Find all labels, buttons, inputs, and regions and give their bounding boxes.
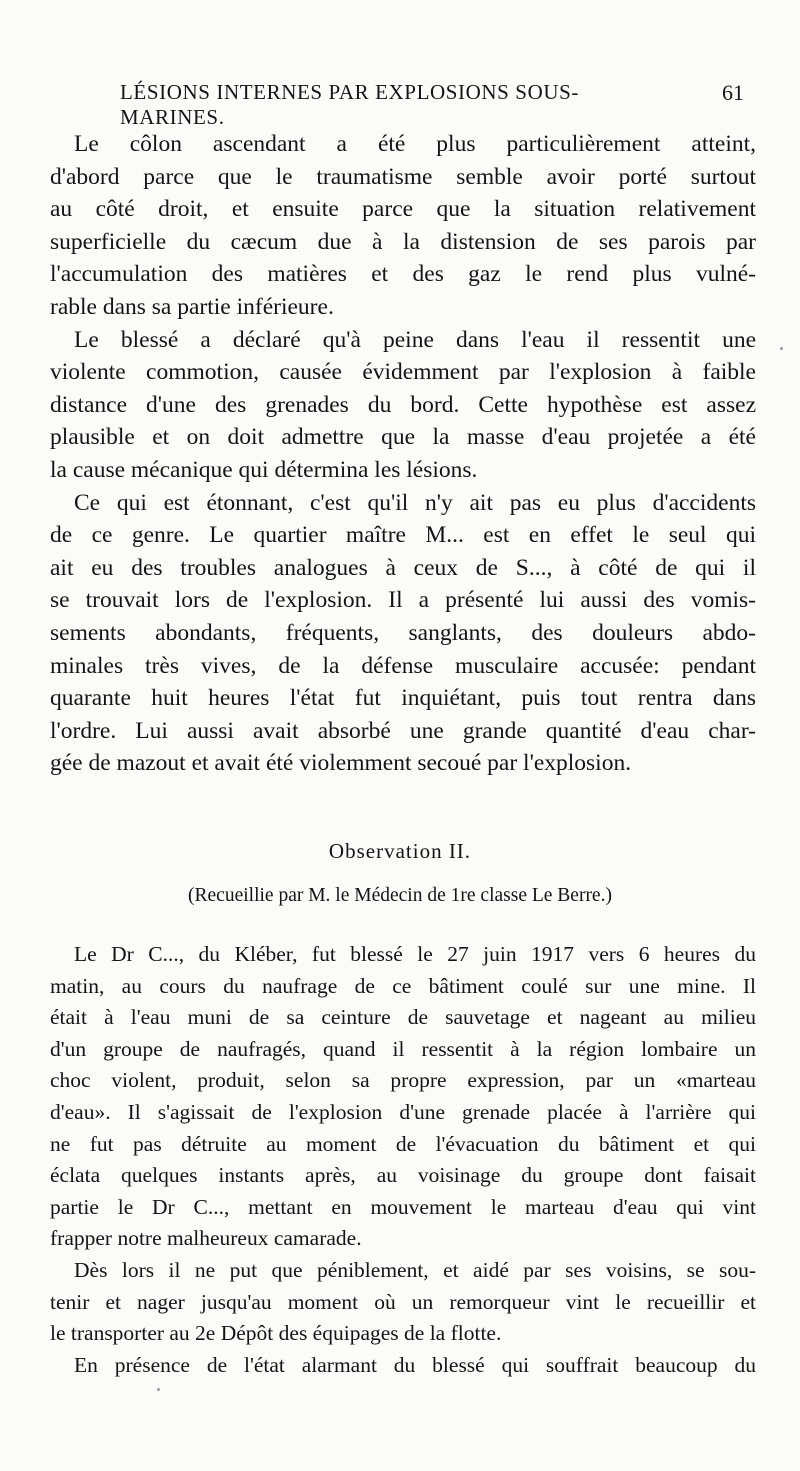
text-line: ait eu des troubles analogues à ceux de S..., à côté de qui il (50, 554, 756, 581)
text-line: frapper notre malheureux camarade. (50, 1226, 362, 1251)
text-line: quarante huit heures l'état fut inquiétant, puis tout rentra dans (50, 685, 756, 712)
text-line: plausible et on doit admettre que la masse d'eau projetée a été (50, 424, 756, 451)
text-line: distance d'une des grenades du bord. Cette hypothèse est assez (50, 391, 756, 418)
text-line: Dès lors il ne put que péniblement, et aidé par ses voisins, se sou- (74, 1257, 756, 1282)
text-line: ne fut pas détruite au moment de l'évacuation du bâtiment et qui (50, 1131, 756, 1156)
text-line: se trouvait lors de l'explosion. Il a présenté lui aussi des vomis- (50, 587, 756, 614)
text-line: d'eau». Il s'agissait de l'explosion d'une grenade placée à l'arrière qui (50, 1099, 756, 1124)
observation-attribution: (Recueillie par M. le Médecin de 1re classe Le Berre.) (188, 885, 612, 906)
text-line: minales très vives, de la défense musculaire accusée: pendant (50, 652, 756, 679)
text-line: Le blessé a déclaré qu'à peine dans l'eau il ressentit une (74, 326, 756, 353)
observation-heading: Observation II. (328, 839, 472, 863)
running-head: LÉSIONS INTERNES PAR EXPLOSIONS SOUS-MARINES. (120, 80, 579, 129)
text-line: le transporter au 2e Dépôt des équipages de la flotte. (50, 1321, 502, 1346)
text-line: éclata quelques instants après, au voisinage du groupe dont faisait (50, 1163, 756, 1188)
paper-speck (157, 1388, 160, 1391)
text-line: Le Dr C..., du Kléber, fut blessé le 27 juin 1917 vers 6 heures du (74, 942, 756, 966)
text-line: était à l'eau muni de sa ceinture de sauvetage et nageant au milieu (50, 1005, 756, 1030)
text-line: l'accumulation des matières et des gaz le rend plus vulné- (50, 261, 756, 288)
text-line: rable dans sa partie inférieure. (50, 293, 334, 320)
paper-speck (780, 347, 783, 350)
text-line: d'un groupe de naufragés, quand il ressentit à la région lombaire un (50, 1036, 756, 1061)
text-line: superficielle du cæcum due à la distension de ses parois par (50, 228, 756, 255)
text-line: En présence de l'état alarmant du blessé qui souffrait beaucoup du (74, 1352, 756, 1377)
text-line: d'abord parce que le traumatisme semble avoir porté surtout (50, 163, 756, 190)
text-line: tenir et nager jusqu'au moment où un remorqueur vint le recueillir et (50, 1289, 756, 1314)
text-line: matin, au cours du naufrage de ce bâtiment coulé sur une mine. Il (50, 973, 756, 998)
text-line: Ce qui est étonnant, c'est qu'il n'y ait pas eu plus d'accidents (74, 489, 756, 516)
text-line: au côté droit, et ensuite parce que la situation relativement (50, 196, 756, 223)
text-line: l'ordre. Lui aussi avait absorbé une grande quantité d'eau char- (50, 717, 756, 744)
text-line: de ce genre. Le quartier maître M... est en effet le seul qui (50, 522, 756, 549)
text-line: Le côlon ascendant a été plus particulièrement atteint, (74, 131, 756, 157)
text-line: choc violent, produit, selon sa propre expression, par un «marteau (50, 1068, 756, 1093)
text-line: partie le Dr C..., mettant en mouvement le marteau d'eau qui vint (50, 1194, 756, 1219)
body-text-part-2 (50, 939, 756, 1381)
text-line: violente commotion, causée évidemment par l'explosion à faible (50, 359, 756, 386)
page-number: 61 (722, 80, 744, 105)
body-text-part-1 (50, 128, 756, 780)
text-line: gée de mazout et avait été violemment secoué par l'explosion. (50, 750, 632, 777)
text-line: sements abondants, fréquents, sanglants, des douleurs abdo- (50, 619, 756, 646)
text-line: la cause mécanique qui détermina les lésions. (50, 456, 478, 483)
